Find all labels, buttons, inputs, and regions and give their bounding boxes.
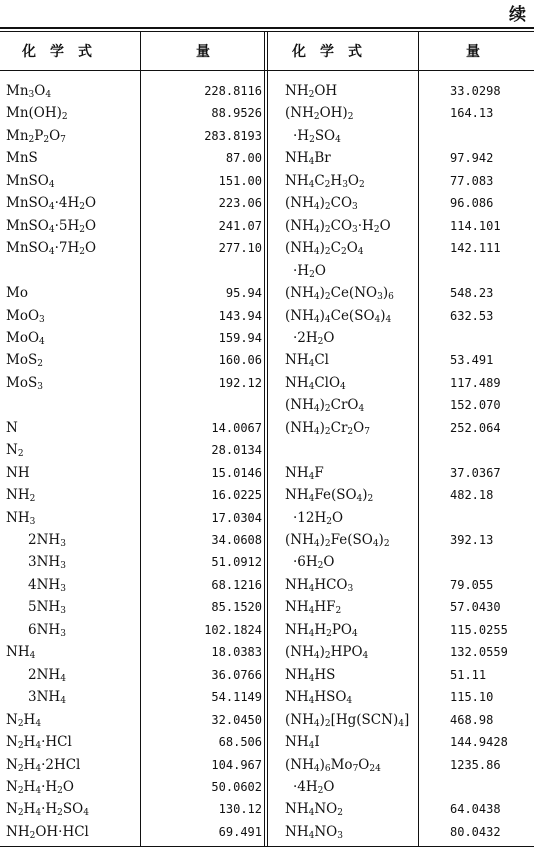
formula-cell-left: $5NH_3$	[28, 599, 66, 617]
value-cell-left: 54.1149	[211, 690, 262, 705]
value-cell-left: 34.0608	[211, 533, 262, 547]
value-cell-right	[428, 327, 530, 349]
value-cell-left: 28.0134	[211, 443, 262, 458]
value-cell-right: 144.9428	[450, 735, 508, 750]
formula-cell-right: $\cdot 4H_2O$	[293, 778, 335, 796]
value-cell-left: 192.12	[218, 375, 262, 390]
value-cell-right: 164.13	[450, 106, 494, 121]
table-row	[0, 821, 534, 843]
formula-cell-right: $NH_4Cl$	[285, 352, 329, 370]
formula-cell-left: $N_2H_4\cdot 2HCl$	[6, 756, 81, 774]
value-cell-left: 88.9526	[211, 106, 262, 121]
formula-cell-right: $(NH_4)_2CO_3\cdot H_2O$	[285, 217, 391, 235]
value-cell-left: 68.1216	[211, 577, 262, 592]
formula-cell-right: $(NH_4)_2C_2O_4$	[285, 240, 364, 258]
header-formula-left	[22, 36, 122, 66]
value-cell-left: 18.0383	[211, 645, 262, 660]
value-cell-right: 392.13	[450, 533, 494, 547]
formula-cell-left: N	[6, 419, 18, 436]
table-row	[0, 619, 534, 641]
value-cell-left: 159.94	[218, 330, 262, 345]
value-cell-right: 80.0432	[450, 824, 501, 839]
formula-cell-right: $(NH_4)_2[Hg(SCN)_4]$	[285, 711, 410, 729]
table-row	[0, 102, 534, 124]
continued-mark: 续	[509, 5, 526, 25]
formula-cell-left: MoO$_4$	[6, 329, 45, 347]
value-cell-left: 85.1520	[211, 600, 262, 615]
formula-cell-left: $Mn_3O_4$	[6, 83, 52, 100]
formula-cell-left: $NH_2OH\cdot HCl$	[6, 823, 89, 841]
formula-cell-left: $N_2H_4\cdot H_2O$	[6, 778, 74, 796]
formula-cell-left: MoS$_2$	[6, 352, 43, 370]
formula-cell-right: $NH_4Br$	[285, 150, 331, 168]
value-cell-left: 50.0602	[211, 779, 262, 794]
formula-cell-right: $(NH_4)_2Fe(SO_4)_2$	[285, 532, 390, 549]
header-value-label: 量	[196, 44, 210, 60]
formula-cell-left: $N_2H_4\cdot HCl$	[6, 734, 72, 752]
table-row	[0, 754, 534, 776]
formula-cell-left: $NH_3$	[6, 509, 36, 527]
formula-cell-left: $MnSO_4\cdot 4H_2O$	[6, 195, 97, 213]
value-cell-right: 468.98	[450, 712, 494, 727]
header-formula-label: 化 学 式	[292, 44, 362, 60]
table-row	[0, 260, 534, 282]
table-row	[0, 417, 534, 439]
value-cell-left	[140, 260, 262, 282]
table-row	[0, 529, 534, 551]
formula-cell-right: $(NH_2OH)_2$	[285, 105, 354, 123]
value-cell-right	[428, 507, 530, 529]
value-cell-left: 102.1824	[204, 622, 262, 637]
formula-cell-left: $N_2H_4\cdot H_2SO_4$	[6, 801, 89, 819]
value-cell-right: 632.53	[450, 308, 494, 323]
table-row	[0, 215, 534, 237]
formula-cell-right: $NH_4H_2PO_4$	[285, 621, 358, 639]
table-row	[0, 372, 534, 394]
formula-cell-right: $(NH_4)_2CO_3$	[285, 195, 358, 213]
formula-cell-right: $NH_4HSO_4$	[285, 689, 353, 707]
table-row	[0, 798, 534, 820]
table-row	[0, 394, 534, 416]
value-cell-left: 14.0067	[211, 420, 262, 435]
formula-cell-left: MnS	[6, 150, 38, 167]
value-cell-left: 36.0766	[211, 667, 262, 682]
formula-cell-right: $\cdot 6H_2O$	[293, 554, 335, 572]
value-cell-right: 132.0559	[450, 645, 508, 660]
value-cell-right: 115.0255	[450, 622, 508, 637]
table-row	[0, 484, 534, 506]
table-row	[0, 574, 534, 596]
value-cell-left: 95.94	[225, 286, 262, 301]
value-cell-right	[428, 260, 530, 282]
formula-cell-right: $NH_4Fe(SO_4)_2$	[285, 487, 374, 505]
table-row	[0, 305, 534, 327]
value-cell-right: 548.23	[450, 286, 494, 301]
value-cell-right: 57.0430	[450, 600, 501, 615]
formula-cell-left: $3NH_3$	[28, 554, 66, 572]
table-row	[0, 327, 534, 349]
value-cell-left: 151.00	[218, 173, 262, 188]
value-cell-right: 117.489	[450, 375, 501, 390]
header-value-label: 量	[466, 44, 480, 60]
value-cell-right: 97.942	[450, 151, 494, 166]
formula-cell-left: $Mn_2P_2O_7$	[6, 127, 66, 145]
formula-cell-left: $NH_2$	[6, 487, 36, 505]
value-cell-right: 37.0367	[450, 465, 501, 480]
value-cell-left: 277.10	[218, 241, 262, 256]
formula-cell-left: Mo	[6, 285, 28, 302]
formula-cell-right: $(NH_4)_6Mo_7O_{24}$	[285, 756, 381, 774]
value-cell-right: 64.0438	[450, 802, 501, 817]
value-cell-left: 143.94	[218, 308, 262, 323]
formula-cell-right: $NH_4HF_2$	[285, 599, 342, 617]
formula-cell-right: $(NH_4)_2Ce(NO_3)_6$	[285, 285, 394, 303]
value-cell-right	[428, 776, 530, 798]
table-row	[0, 596, 534, 618]
value-cell-right: 79.055	[450, 577, 494, 592]
header-formula-right	[292, 36, 402, 66]
formula-cell-left: MoS$_3$	[6, 374, 43, 392]
value-cell-left: 228.8116	[204, 84, 262, 98]
formula-cell-right: $NH_4NO_2$	[285, 801, 343, 819]
table-row	[0, 664, 534, 686]
header-value-left	[196, 36, 210, 66]
value-cell-right: 33.0298	[450, 84, 501, 98]
table-row	[0, 709, 534, 731]
table-row	[0, 282, 534, 304]
formula-cell-left: $Mn(OH)_2$	[6, 105, 68, 123]
value-cell-right: 482.18	[450, 488, 494, 503]
formula-cell-left: $N_2H_4$	[6, 711, 42, 729]
table-row	[0, 776, 534, 798]
value-cell-right	[428, 439, 530, 461]
formula-cell-left: MnSO$_4$	[6, 172, 55, 190]
value-cell-right: 114.101	[450, 218, 501, 233]
table-row	[0, 731, 534, 753]
value-cell-right	[428, 551, 530, 573]
formula-cell-right: $NH_4I$	[285, 734, 320, 752]
value-cell-left: 104.967	[211, 757, 262, 772]
value-cell-left	[140, 394, 262, 416]
value-cell-left: 17.0304	[211, 510, 262, 525]
formula-cell-left: $N_2$	[6, 442, 24, 460]
formula-cell-right: $NH_4C_2H_3O_2$	[285, 172, 365, 190]
formula-cell-left: $MnSO_4\cdot 5H_2O$	[6, 217, 97, 235]
table-row	[0, 439, 534, 461]
formula-cell-left: $NH_4$	[6, 644, 36, 662]
formula-cell-right: $(NH_4)_2CrO_4$	[285, 397, 365, 415]
formula-cell-right: $\cdot H_2O$	[293, 262, 326, 280]
value-cell-left: 51.0912	[211, 555, 262, 570]
value-cell-left: 130.12	[218, 802, 262, 817]
value-cell-right	[428, 125, 530, 147]
value-cell-right: 51.11	[450, 667, 487, 682]
formula-cell-right: $\cdot 12H_2O$	[293, 509, 344, 527]
table-row	[0, 80, 534, 102]
table-row	[0, 349, 534, 371]
formula-cell-left: $MnSO_4\cdot 7H_2O$	[6, 240, 97, 258]
value-cell-right: 77.083	[450, 173, 494, 188]
formula-cell-right: $(NH_4)_2Cr_2O_7$	[285, 419, 370, 437]
formula-cell-left: $2NH_3$	[28, 532, 66, 549]
formula-cell-right: $(NH_4)_4Ce(SO_4)_4$	[285, 307, 392, 325]
table-row	[0, 551, 534, 573]
formula-cell-right: $NH_4NO_3$	[285, 823, 343, 841]
header-formula-label: 化 学 式	[22, 44, 92, 60]
formula-cell-right: $NH_4HCO_3$	[285, 576, 354, 594]
formula-cell-right: $\cdot 2H_2O$	[293, 329, 335, 347]
value-cell-right: 115.10	[450, 690, 494, 705]
table-row	[0, 507, 534, 529]
formula-cell-right: $NH_4F$	[285, 464, 324, 482]
value-cell-right: 152.070	[450, 398, 501, 413]
table-row	[0, 237, 534, 259]
formula-cell-left: $6NH_3$	[28, 621, 66, 639]
header-value-right	[466, 36, 480, 66]
formula-cell-right: $NH_4ClO_4$	[285, 374, 346, 392]
formula-cell-left: MoO$_3$	[6, 307, 45, 325]
table-row	[0, 192, 534, 214]
value-cell-right: 142.111	[450, 241, 501, 256]
formula-cell-left: $2NH_4$	[28, 666, 66, 684]
table-row	[0, 170, 534, 192]
value-cell-left: 69.491	[218, 824, 262, 839]
value-cell-left: 16.0225	[211, 488, 262, 503]
value-cell-right: 1235.86	[450, 757, 501, 772]
value-cell-left: 223.06	[218, 196, 262, 211]
value-cell-right: 53.491	[450, 353, 494, 368]
table-row	[0, 147, 534, 169]
value-cell-left: 68.506	[218, 735, 262, 750]
formula-cell-right: $\cdot H_2SO_4$	[293, 127, 341, 145]
value-cell-left: 32.0450	[211, 712, 262, 727]
table-row	[0, 686, 534, 708]
value-cell-left: 241.07	[218, 218, 262, 233]
bottom-rule	[0, 846, 534, 847]
value-cell-left: 15.0146	[211, 465, 262, 480]
value-cell-right: 96.086	[450, 196, 494, 211]
table-row	[0, 462, 534, 484]
value-cell-left: 87.00	[225, 151, 262, 166]
formula-cell-left: $4NH_3$	[28, 576, 66, 594]
formula-cell-right: $NH_4HS$	[285, 666, 336, 684]
formula-cell-left: $3NH_4$	[28, 689, 66, 707]
top-rule	[0, 27, 534, 29]
table-row	[0, 125, 534, 147]
value-cell-right: 252.064	[450, 420, 501, 435]
table-row	[0, 641, 534, 663]
formula-cell-left: NH	[6, 464, 30, 481]
value-cell-left: 160.06	[218, 353, 262, 368]
value-cell-left: 283.8193	[204, 128, 262, 143]
formula-cell-right: $(NH_4)_2HPO_4$	[285, 644, 369, 662]
formula-cell-right: $NH_2OH$	[285, 83, 338, 100]
